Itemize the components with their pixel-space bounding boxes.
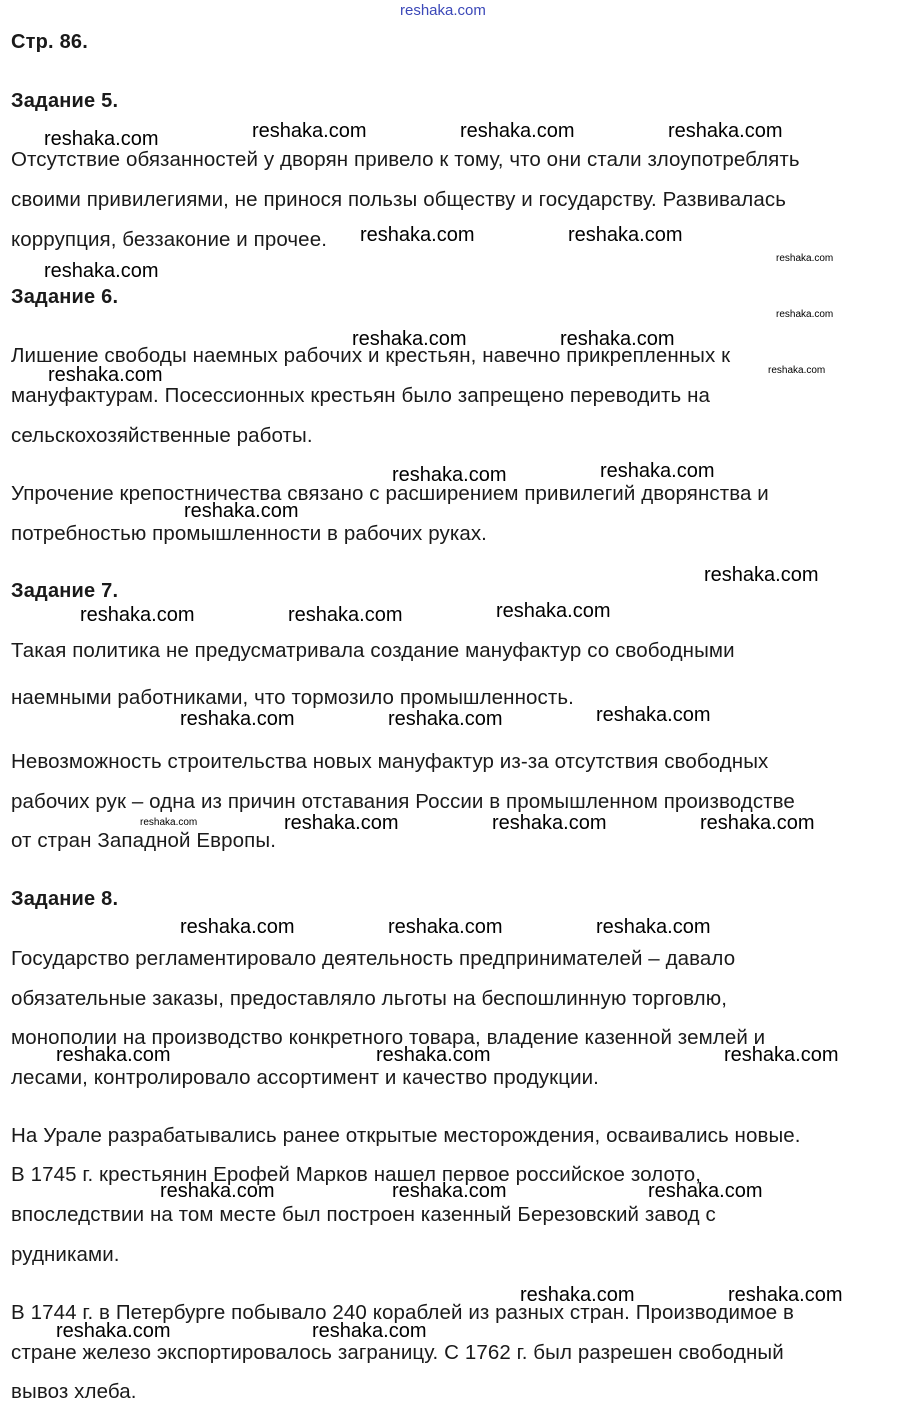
task-8-line: В 1745 г. крестьянин Ерофей Марков нашел первое российское золото, — [11, 1163, 702, 1186]
task-6-line: потребностью промышленности в рабочих руках. — [11, 522, 487, 545]
watermark: reshaka.com — [288, 604, 403, 626]
task-7-line: Невозможность строительства новых мануфактур из-за отсутствия свободных — [11, 750, 769, 773]
watermark: reshaka.com — [460, 120, 575, 142]
watermark: reshaka.com — [392, 464, 507, 486]
watermark: reshaka.com — [704, 564, 819, 586]
task-7-line: наемными работниками, что тормозило промышленность. — [11, 686, 574, 709]
task-5-line: коррупция, беззаконие и прочее. — [11, 228, 327, 251]
task-8-line: В 1744 г. в Петербурге побывало 240 кораблей из разных стран. Производимое в — [11, 1301, 794, 1324]
watermark: reshaka.com — [284, 812, 399, 834]
watermark: reshaka.com — [700, 812, 815, 834]
task-8-line: На Урале разрабатывались ранее открытые месторождения, осваивались новые. — [11, 1124, 801, 1147]
watermark: reshaka.com — [44, 128, 159, 150]
task-8-line: впоследствии на том месте был построен казенный Березовский завод с — [11, 1203, 716, 1226]
task-5-line: своими привилегиями, не принося пользы обществу и государству. Развивалась — [11, 188, 786, 211]
task-8-line: рудниками. — [11, 1243, 120, 1266]
task-7-line: рабочих рук – одна из причин отставания России в промышленном производстве — [11, 790, 795, 813]
page-title: Стр. 86. — [11, 31, 88, 53]
watermark: reshaka.com — [648, 1180, 763, 1202]
task-8-line: лесами, контролировало ассортимент и качество продукции. — [11, 1066, 599, 1089]
watermark: reshaka.com — [600, 460, 715, 482]
watermark: reshaka.com — [560, 328, 675, 350]
task-8-line: монополии на производство конкретного товара, владение казенной землей и — [11, 1026, 766, 1049]
watermark: reshaka.com — [80, 604, 195, 626]
task-8-line: Государство регламентировало деятельность предпринимателей – давало — [11, 947, 736, 970]
task-8-title: Задание 8. — [11, 888, 119, 910]
watermark: reshaka.com — [44, 260, 159, 282]
watermark: reshaka.com — [388, 916, 503, 938]
task-6-line: Лишение свободы наемных рабочих и крестьян, навечно прикрепленных к — [11, 344, 731, 367]
watermark: reshaka.com — [496, 600, 611, 622]
watermark-small: reshaka.com — [776, 309, 834, 320]
watermark-small: reshaka.com — [768, 365, 826, 376]
watermark: reshaka.com — [392, 1180, 507, 1202]
watermark: reshaka.com — [360, 224, 475, 246]
task-5-title: Задание 5. — [11, 90, 119, 112]
task-8-line: стране железо экспортировалось заграницу. С 1762 г. был разрешен свободный — [11, 1341, 784, 1364]
task-8-line: вывоз хлеба. — [11, 1380, 137, 1403]
watermark: reshaka.com — [312, 1320, 427, 1342]
watermark: reshaka.com — [180, 708, 295, 730]
watermark: reshaka.com — [520, 1284, 635, 1306]
watermark: reshaka.com — [48, 364, 163, 386]
watermark: reshaka.com — [728, 1284, 843, 1306]
watermark: reshaka.com — [596, 704, 711, 726]
watermark: reshaka.com — [180, 916, 295, 938]
watermark: reshaka.com — [492, 812, 607, 834]
watermark: reshaka.com — [388, 708, 503, 730]
task-6-line: мануфактурам. Посессионных крестьян было запрещено переводить на — [11, 384, 711, 407]
watermark: reshaka.com — [376, 1044, 491, 1066]
task-7-line: от стран Западной Европы. — [11, 829, 277, 852]
watermark: reshaka.com — [56, 1320, 171, 1342]
task-6-title: Задание 6. — [11, 286, 119, 308]
watermark: reshaka.com — [56, 1044, 171, 1066]
task-6-line: сельскохозяйственные работы. — [11, 424, 313, 447]
watermark: reshaka.com — [568, 224, 683, 246]
watermark: reshaka.com — [252, 120, 367, 142]
site-watermark: reshaka.com — [400, 2, 486, 19]
task-7-line: Такая политика не предусматривала создание мануфактур со свободными — [11, 639, 735, 662]
watermark: reshaka.com — [724, 1044, 839, 1066]
watermark: reshaka.com — [352, 328, 467, 350]
watermark: reshaka.com — [184, 500, 299, 522]
watermark: reshaka.com — [596, 916, 711, 938]
task-5-line: Отсутствие обязанностей у дворян привело к тому, что они стали злоупотреблять — [11, 148, 800, 171]
task-7-title: Задание 7. — [11, 580, 119, 602]
task-8-line: обязательные заказы, предоставляло льготы на беспошлинную торговлю, — [11, 987, 728, 1010]
watermark-small: reshaka.com — [776, 253, 834, 264]
task-6-line: Упрочение крепостничества связано с расширением привилегий дворянства и — [11, 482, 769, 505]
watermark: reshaka.com — [160, 1180, 275, 1202]
watermark-small: reshaka.com — [140, 817, 198, 828]
watermark: reshaka.com — [668, 120, 783, 142]
